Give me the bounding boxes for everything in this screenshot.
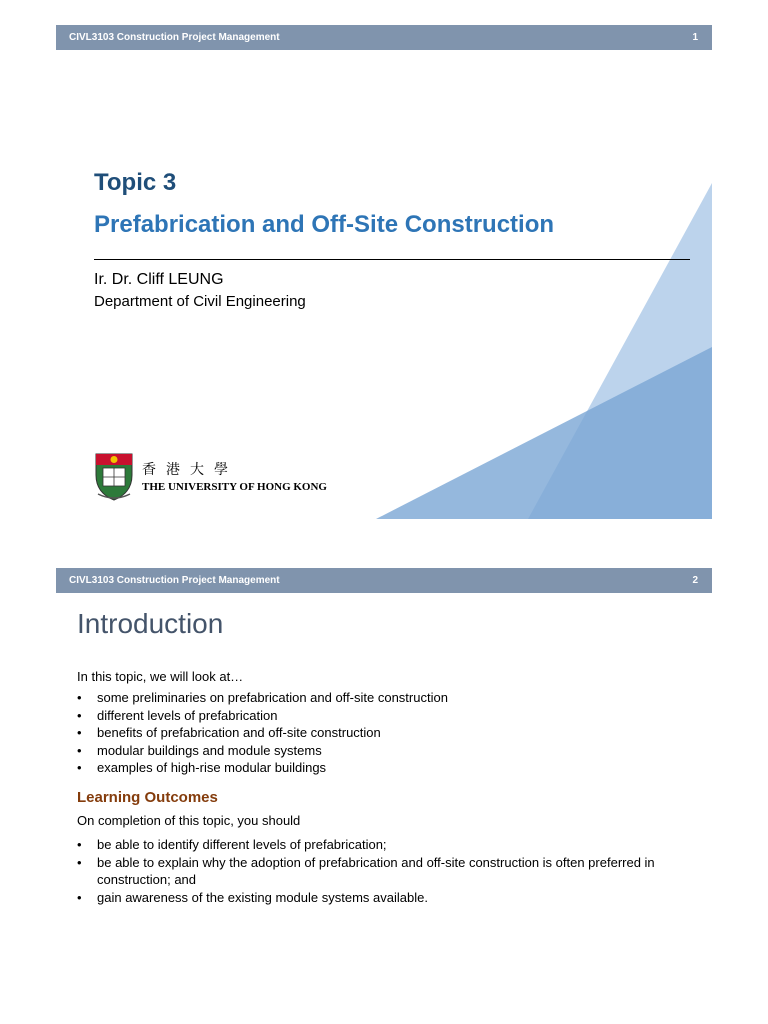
bullet-icon: •: [77, 760, 82, 776]
outcomes-lead: On completion of this topic, you should: [77, 813, 301, 828]
bullet-icon: •: [77, 707, 82, 723]
bullet-icon: •: [77, 889, 82, 905]
outcomes-list: [77, 836, 697, 906]
intro-lead: In this topic, we will look at…: [77, 669, 244, 684]
list-item: • modular buildings and module systems: [77, 742, 322, 758]
topic-list: [77, 689, 697, 777]
introduction-slide: [56, 568, 712, 998]
list-item: • some preliminaries on prefabrication and off-site construction: [77, 690, 448, 705]
bullet-icon: •: [77, 742, 82, 758]
title-divider: [94, 259, 690, 260]
slide-title: Introduction: [77, 608, 224, 639]
topic-label: Topic 3: [94, 169, 177, 196]
list-item: • examples of high-rise modular buildings: [77, 760, 327, 776]
page-number: 2: [692, 575, 698, 586]
author-name: Ir. Dr. Cliff LEUNG: [94, 271, 224, 288]
list-item: • gain awareness of the existing module systems available.: [77, 889, 428, 905]
list-item: • benefits of prefabrication and off-site construction: [77, 725, 381, 741]
list-item: • be able to identify different levels of prefabrication;: [77, 837, 387, 852]
list-item: • be able to explain why the adoption of prefabrication and off-site construction is often preferred in construction; and: [77, 854, 655, 888]
slide-title: Prefabrication and Off-Site Construction: [94, 211, 555, 238]
department-name: Department of Civil Engineering: [94, 293, 306, 310]
university-chinese-name: 香港大學: [142, 462, 238, 478]
bullet-icon: •: [77, 837, 82, 852]
bullet-icon: •: [77, 725, 82, 741]
slide-header-bar: [56, 25, 712, 50]
title-slide: [56, 25, 712, 519]
university-crest-icon: [94, 451, 134, 501]
list-item: • different levels of prefabrication: [77, 707, 278, 723]
slide-header-bar: [56, 568, 712, 593]
university-english-name: THE UNIVERSITY OF HONG KONG: [142, 481, 327, 493]
bullet-icon: •: [77, 690, 82, 705]
page-number: 1: [692, 32, 698, 43]
learning-outcomes-heading: Learning Outcomes: [77, 789, 218, 806]
course-title: CIVL3103 Construction Project Management: [69, 575, 280, 586]
course-title: CIVL3103 Construction Project Management: [69, 32, 280, 43]
bullet-icon: •: [77, 854, 82, 870]
